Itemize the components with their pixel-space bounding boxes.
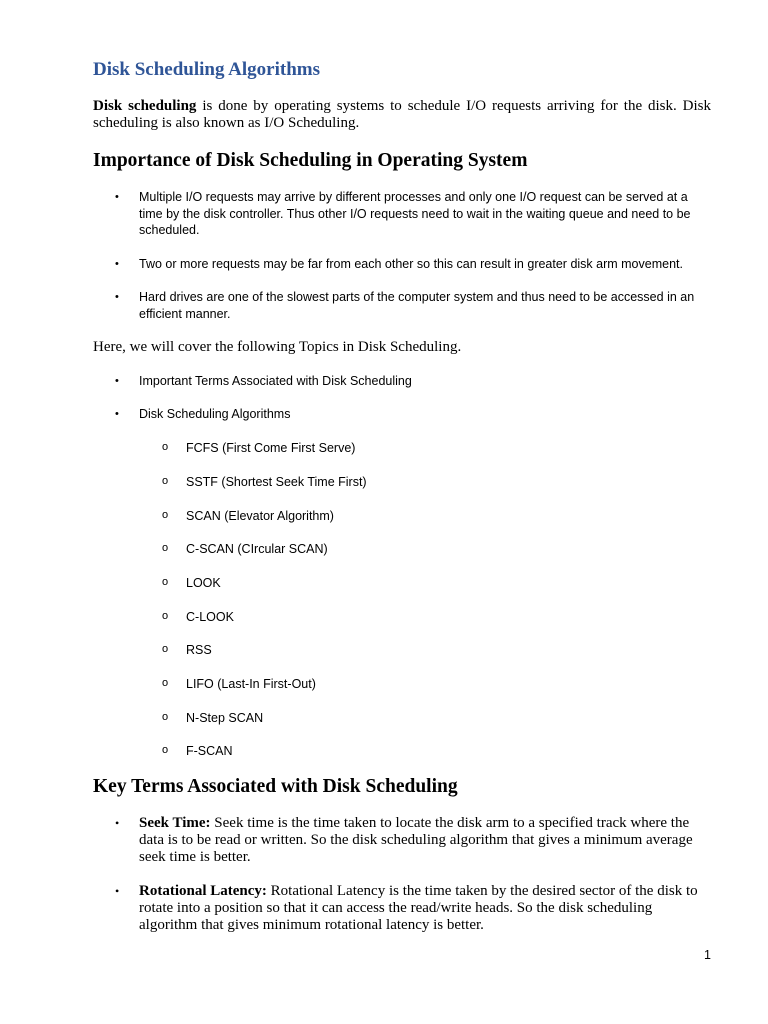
key-term-label: Seek Time: bbox=[139, 815, 211, 831]
algorithm-list-item bbox=[162, 540, 662, 558]
importance-bullet-text: Multiple I/O requests may arrive by different processes and only one I/O request can be served at a time by the disk controller. Thus other I/O requests need to wait in the waiting queue and need to be scheduled. bbox=[139, 190, 691, 237]
algorithm-name: RSS bbox=[186, 643, 212, 657]
topic-bullet-text: Important Terms Associated with Disk Scheduling bbox=[139, 374, 412, 388]
bullet-icon: • bbox=[115, 816, 120, 830]
circle-bullet-icon: o bbox=[162, 711, 169, 723]
key-term-text bbox=[139, 883, 711, 934]
algorithm-list-item bbox=[162, 709, 662, 727]
algorithm-list-item bbox=[162, 742, 662, 760]
bullet-icon: • bbox=[115, 375, 119, 387]
circle-bullet-icon: o bbox=[162, 643, 169, 655]
algorithm-name: N-Step SCAN bbox=[186, 711, 264, 725]
importance-bullet bbox=[115, 256, 711, 273]
algorithm-name: SCAN (Elevator Algorithm) bbox=[186, 509, 334, 523]
intro-text: is done by operating systems to schedule I/O requests arriving for the disk. Disk scheduling is also known as I/O Scheduling. bbox=[93, 98, 711, 131]
key-term-text bbox=[139, 815, 711, 866]
circle-bullet-icon: o bbox=[162, 677, 169, 689]
key-terms-heading: Key Terms Associated with Disk Scheduling bbox=[93, 776, 458, 797]
algorithm-name: LOOK bbox=[186, 576, 221, 590]
algorithm-name: F-SCAN bbox=[186, 744, 233, 758]
importance-bullet-text: Two or more requests may be far from each other so this can result in greater disk arm movement. bbox=[139, 257, 683, 271]
intro-paragraph bbox=[93, 98, 711, 132]
importance-bullet-text: Hard drives are one of the slowest parts of the computer system and thus need to be accessed in an efficient manner. bbox=[139, 290, 695, 321]
key-term-bullet bbox=[115, 883, 711, 934]
key-term-label: Rotational Latency: bbox=[139, 883, 267, 899]
intro-term: Disk scheduling bbox=[93, 98, 197, 114]
circle-bullet-icon: o bbox=[162, 576, 169, 588]
algorithm-name: LIFO (Last-In First-Out) bbox=[186, 677, 316, 691]
circle-bullet-icon: o bbox=[162, 475, 169, 487]
topics-intro: Here, we will cover the following Topics in Disk Scheduling. bbox=[93, 339, 462, 355]
importance-heading: Importance of Disk Scheduling in Operating System bbox=[93, 150, 528, 171]
key-term-description: Rotational Latency is the time taken by the desired sector of the disk to rotate into a position so that it can access the read/write heads. So the disk scheduling algorithm that gives minimum rotational latency is better. bbox=[139, 883, 698, 933]
circle-bullet-icon: o bbox=[162, 509, 169, 521]
algorithm-name: C-SCAN (CIrcular SCAN) bbox=[186, 542, 328, 556]
algorithm-list-item bbox=[162, 439, 662, 457]
algorithm-list-item bbox=[162, 574, 662, 592]
bullet-icon: • bbox=[115, 884, 120, 898]
circle-bullet-icon: o bbox=[162, 441, 169, 453]
circle-bullet-icon: o bbox=[162, 744, 169, 756]
algorithm-list-item bbox=[162, 641, 662, 659]
page-number: 1 bbox=[704, 948, 711, 962]
topic-bullet bbox=[115, 406, 711, 423]
algorithm-name: SSTF (Shortest Seek Time First) bbox=[186, 475, 367, 489]
key-term-description: Seek time is the time taken to locate the disk arm to a specified track where the data is to be read or written. So the disk scheduling algorithm that gives a minimum average seek time is better. bbox=[139, 815, 693, 865]
bullet-icon: • bbox=[115, 291, 119, 303]
topic-bullet bbox=[115, 373, 711, 390]
algorithm-name: FCFS (First Come First Serve) bbox=[186, 441, 356, 455]
bullet-icon: • bbox=[115, 191, 119, 203]
algorithm-list-item bbox=[162, 473, 662, 491]
importance-bullet bbox=[115, 289, 711, 322]
algorithm-list-item bbox=[162, 507, 662, 525]
circle-bullet-icon: o bbox=[162, 542, 169, 554]
document-title: Disk Scheduling Algorithms bbox=[93, 59, 320, 80]
bullet-icon: • bbox=[115, 408, 119, 420]
key-term-bullet bbox=[115, 815, 711, 866]
importance-bullet bbox=[115, 189, 711, 239]
topic-bullet-text: Disk Scheduling Algorithms bbox=[139, 407, 291, 421]
algorithm-name: C-LOOK bbox=[186, 610, 234, 624]
bullet-icon: • bbox=[115, 258, 119, 270]
algorithm-list-item bbox=[162, 608, 662, 626]
algorithm-list-item bbox=[162, 675, 662, 693]
circle-bullet-icon: o bbox=[162, 610, 169, 622]
